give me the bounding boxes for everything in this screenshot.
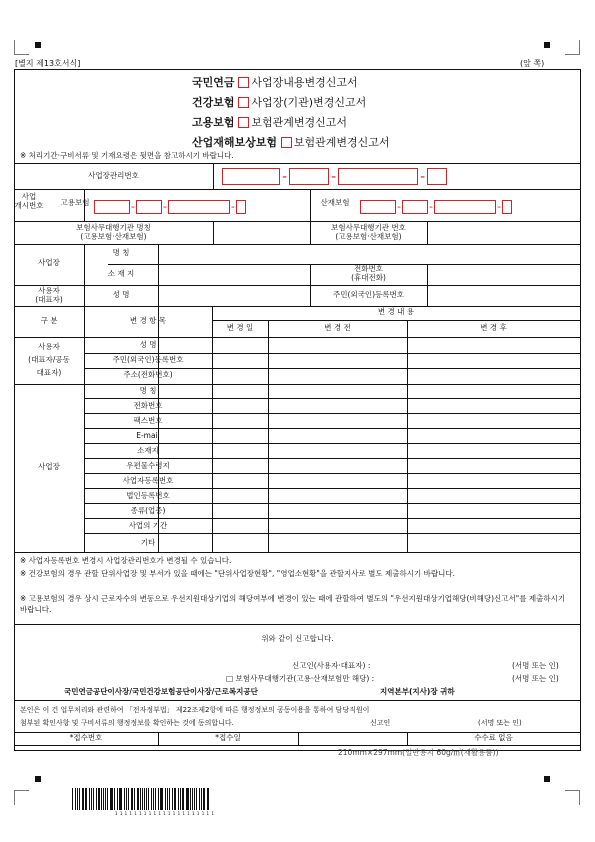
ws-item: 사업자등록번호 bbox=[122, 476, 174, 485]
label-after: 변 경 후 bbox=[480, 323, 507, 332]
label-agency-name bbox=[14, 224, 213, 241]
barcode-bar bbox=[175, 788, 176, 810]
barcode-bar bbox=[96, 788, 97, 810]
ws-item: 명 칭 bbox=[139, 386, 157, 395]
rule bbox=[310, 189, 311, 221]
page-side: (앞 쪽) bbox=[520, 59, 545, 68]
title-insurance: 산업재해보상보험 bbox=[192, 136, 278, 149]
label-person-name: 성 명 bbox=[112, 290, 130, 299]
agency-sign: (서명 또는 인) bbox=[512, 674, 559, 683]
barcode-bar bbox=[114, 788, 115, 810]
label-location: 소 재 지 bbox=[107, 269, 135, 278]
receipt-date: *접수일 bbox=[215, 733, 241, 742]
label-employer-group-line1: 사용자 bbox=[38, 342, 60, 351]
barcode-bar bbox=[151, 788, 152, 810]
receipt-fee: 수수료 없음 bbox=[474, 733, 513, 742]
label-agency-name-line1: 보험사무대행기관 명칭 bbox=[76, 223, 151, 232]
barcode-bar bbox=[192, 788, 193, 810]
barcode-bar bbox=[190, 788, 191, 810]
title-insurance: 고용보험 bbox=[192, 116, 235, 129]
checkbox[interactable] bbox=[281, 137, 292, 148]
barcode-bar bbox=[120, 788, 122, 810]
barcode-bar bbox=[77, 788, 78, 810]
rule bbox=[14, 244, 580, 245]
label-ind-ins: 산재보험 bbox=[320, 198, 350, 207]
title-line-employment bbox=[192, 114, 347, 130]
barcode-digits: 1 1 1 1 1 1 1 1 1 1 1 1 1 1 1 1 1 1 1 1 1 bbox=[115, 811, 215, 816]
label-workplace-group: 사업장 bbox=[38, 462, 60, 471]
label-start-no-line2: 개시번호 bbox=[14, 200, 44, 210]
paper-spec: 210mm×297mm(일반용지 60g/㎡(재활용품)) bbox=[338, 748, 499, 757]
barcode-bar bbox=[155, 788, 156, 810]
title-insurance: 국민연금 bbox=[192, 76, 235, 89]
consent-line1: 본인은 이 건 업무처리와 관련하여 「전자정부법」 제22조제2항에 따른 행정정보의 공동이용을 통하여 담당직원이 bbox=[20, 706, 370, 714]
barcode-bar bbox=[208, 788, 209, 810]
rule bbox=[14, 189, 580, 190]
rule bbox=[14, 337, 580, 338]
barcode-bar bbox=[103, 788, 104, 810]
label-workplace: 사업장 bbox=[38, 258, 60, 267]
barcode-bar bbox=[178, 788, 179, 810]
label-agency-no-line2: (고용보험·산재보험) bbox=[335, 231, 402, 241]
receipt-no: *접수번호 bbox=[69, 733, 103, 742]
registration-mark bbox=[35, 42, 41, 48]
digit-box-group[interactable] bbox=[434, 200, 496, 214]
agency-label: □ 보험사무대행기관(고용·산재보험만 해당) : bbox=[226, 674, 375, 683]
barcode-bar bbox=[167, 788, 168, 810]
digit-box-group[interactable] bbox=[360, 200, 396, 214]
barcode-bar bbox=[82, 788, 84, 810]
biz-mgmt-no-boxes bbox=[222, 166, 447, 185]
barcode-bar bbox=[161, 788, 163, 810]
label-employer-group-line3: 대표자) bbox=[36, 368, 62, 378]
digit-box-group[interactable] bbox=[136, 200, 162, 214]
rule bbox=[14, 285, 580, 286]
note: ※ 건강보험의 경우 관할 단위사업장 및 부서가 있을 때에는 "단위사업장현황", "영업소현황"을 관할지사로 별도 제출하시기 바랍니다. bbox=[20, 569, 455, 578]
label-employer-line2: (대표자) bbox=[35, 294, 63, 304]
note: ※ 고용보험의 경우 상시 근로자수의 변동으로 우선지원대상기업의 해당여부에 변경이 있는 때에 관할하여 별도의 "우선지원대상기업해당(비해당)신고서"를 제출하시기 바랍니다. bbox=[20, 594, 566, 614]
title-form: 사업장(기관)변경신고서 bbox=[251, 96, 367, 109]
rule bbox=[268, 320, 269, 552]
barcode-bar bbox=[85, 788, 86, 810]
label-biz-mgmt-no: 사업장관리번호 bbox=[88, 171, 139, 180]
declaration: 위와 같이 신고합니다. bbox=[261, 634, 334, 643]
barcode-bar bbox=[160, 788, 161, 810]
label-change-date: 변 경 일 bbox=[226, 323, 254, 332]
barcode-bar bbox=[119, 788, 120, 810]
dash: - bbox=[230, 200, 235, 213]
barcode-bar bbox=[131, 788, 132, 810]
barcode-bar bbox=[140, 788, 141, 810]
label-employer bbox=[14, 287, 84, 304]
label-change-item: 변 경 항 목 bbox=[129, 316, 167, 325]
emp-item: 주민(외국인)등록번호 bbox=[112, 355, 184, 364]
barcode bbox=[72, 788, 210, 810]
rule bbox=[407, 320, 408, 552]
barcode-bar bbox=[126, 788, 127, 810]
dash: - bbox=[282, 168, 288, 185]
barcode-bar bbox=[128, 788, 129, 810]
rule bbox=[298, 732, 299, 745]
instruction: ※ 처리기간·구비서류 및 기재요령은 뒷면을 참고하시기 바랍니다. bbox=[20, 151, 234, 160]
checkbox[interactable] bbox=[238, 97, 249, 108]
barcode-bar bbox=[180, 788, 181, 810]
barcode-bar bbox=[169, 788, 170, 810]
barcode-bar bbox=[72, 788, 73, 810]
barcode-bar bbox=[146, 788, 147, 810]
digit-box-group[interactable] bbox=[502, 200, 512, 214]
barcode-bar bbox=[117, 788, 118, 810]
title-line-industrial bbox=[192, 134, 390, 150]
rule bbox=[158, 244, 159, 306]
label-employer-group bbox=[14, 340, 84, 379]
rule bbox=[427, 221, 428, 244]
rule bbox=[427, 264, 428, 306]
crop-mark bbox=[14, 790, 29, 805]
label-phone-line2: (휴대전화) bbox=[351, 272, 386, 282]
barcode-bar bbox=[110, 788, 111, 810]
crop-mark bbox=[565, 40, 580, 55]
barcode-bar bbox=[91, 788, 92, 810]
label-agency-name-line2: (고용보험·산재보험) bbox=[80, 231, 147, 241]
barcode-bar bbox=[86, 788, 87, 810]
label-name: 명 칭 bbox=[112, 248, 130, 257]
ws-item: 사업의 기간 bbox=[128, 521, 168, 530]
barcode-bar bbox=[182, 788, 184, 810]
barcode-bar bbox=[98, 788, 100, 810]
label-agency-no-line1: 보험사무대행기관 번호 bbox=[331, 223, 406, 232]
label-agency-no bbox=[310, 224, 427, 241]
declarant-sign: (서명 또는 인) bbox=[512, 661, 559, 670]
crop-mark bbox=[14, 40, 29, 55]
label-division: 구 분 bbox=[40, 316, 58, 325]
digit-box-group[interactable] bbox=[338, 168, 418, 185]
barcode-bar bbox=[89, 788, 90, 810]
consent-signer: 신고인 bbox=[370, 719, 391, 727]
label-emp-ins: 고용보험 bbox=[60, 198, 90, 207]
barcode-bar bbox=[196, 788, 197, 810]
rule bbox=[213, 163, 214, 189]
barcode-bar bbox=[132, 788, 133, 810]
consent-line2: 첨부된 확인사항 및 구비서류의 행정정보를 확인하는 것에 동의합니다. bbox=[20, 719, 234, 727]
title-form: 보험관계변경신고서 bbox=[293, 136, 390, 149]
checkbox[interactable] bbox=[238, 117, 249, 128]
registration-mark bbox=[544, 776, 550, 782]
declarant-label: 신고인(사용자·대표자) : bbox=[292, 661, 371, 670]
ws-item: 소재지 bbox=[137, 446, 159, 455]
barcode-bar bbox=[186, 788, 187, 810]
registration-mark bbox=[35, 776, 41, 782]
barcode-bar bbox=[93, 788, 94, 810]
label-before: 변 경 전 bbox=[324, 323, 351, 332]
dash: - bbox=[496, 200, 501, 213]
barcode-bar bbox=[201, 788, 202, 810]
rule bbox=[14, 221, 580, 222]
title-line-pension bbox=[192, 74, 358, 90]
barcode-bar bbox=[158, 788, 159, 810]
barcode-bar bbox=[199, 788, 200, 810]
dash: - bbox=[131, 200, 135, 213]
note: ※ 사업자등록번호 변경시 사업장관리번호가 변경될 수 있습니다. bbox=[20, 556, 232, 565]
barcode-bar bbox=[207, 788, 208, 810]
emp-ins-no-boxes bbox=[94, 196, 246, 215]
barcode-bar bbox=[75, 788, 76, 810]
emp-item: 주소(전화번호) bbox=[123, 370, 173, 379]
label-employer-group-line2: (대표자/공동 bbox=[28, 355, 70, 365]
barcode-bar bbox=[194, 788, 195, 810]
barcode-bar bbox=[153, 788, 154, 810]
rule bbox=[14, 384, 580, 385]
ws-item: 전화번호 bbox=[133, 401, 163, 410]
ws-item: 법인등록번호 bbox=[126, 491, 170, 500]
rule bbox=[14, 745, 580, 746]
ws-item: 종류(업종) bbox=[130, 506, 166, 515]
barcode-bar bbox=[79, 788, 80, 810]
label-change-content: 변 경 내 용 bbox=[377, 307, 415, 316]
label-resident-no: 주민(외국인)등록번호 bbox=[332, 290, 405, 299]
rule bbox=[14, 624, 580, 625]
label-employer-line1: 사용자 bbox=[38, 286, 60, 295]
ind-ins-no-boxes bbox=[360, 196, 512, 215]
rule bbox=[14, 306, 580, 307]
digit-box-group[interactable] bbox=[168, 200, 230, 214]
digit-box-group[interactable] bbox=[222, 168, 280, 185]
title-form: 보험관계변경신고서 bbox=[251, 116, 347, 129]
barcode-bar bbox=[134, 788, 135, 810]
ws-item: 팩스번호 bbox=[133, 416, 163, 425]
digit-box-group[interactable] bbox=[94, 200, 130, 214]
label-phone bbox=[310, 265, 427, 282]
title-form: 사업장내용변경신고서 bbox=[251, 76, 358, 89]
crop-mark bbox=[565, 790, 580, 805]
registration-mark bbox=[544, 42, 550, 48]
dash: - bbox=[331, 168, 337, 185]
digit-box-group[interactable] bbox=[289, 168, 329, 185]
label-start-no bbox=[14, 193, 44, 210]
barcode-bar bbox=[107, 788, 108, 810]
addressee-orgs: 국민연금공단이사장/국민건강보험공단이사장/근로복지공단 bbox=[64, 687, 258, 696]
rule bbox=[14, 163, 580, 164]
consent-sign: (서명 또는 인) bbox=[478, 719, 522, 727]
dash: - bbox=[397, 200, 401, 213]
digit-box-group[interactable] bbox=[402, 200, 428, 214]
title-insurance: 건강보험 bbox=[192, 96, 235, 109]
barcode-bar bbox=[165, 788, 166, 810]
barcode-bar bbox=[174, 788, 175, 810]
barcode-bar bbox=[187, 788, 188, 810]
digit-box-group[interactable] bbox=[236, 200, 246, 214]
barcode-bar bbox=[142, 788, 143, 810]
rule bbox=[213, 221, 214, 244]
barcode-bar bbox=[137, 788, 139, 810]
dash: - bbox=[162, 200, 167, 213]
barcode-bar bbox=[172, 788, 173, 810]
ws-item: 기타 bbox=[140, 538, 156, 547]
barcode-bar bbox=[148, 788, 149, 810]
dash: - bbox=[428, 200, 433, 213]
addressee-branch: 지역본부(지사)장 귀하 bbox=[380, 687, 455, 696]
rule bbox=[212, 306, 213, 552]
label-phone-line1: 전화번호 bbox=[354, 264, 383, 273]
emp-item: 성 명 bbox=[139, 340, 157, 349]
form-number: [별지 제13호서식] bbox=[15, 59, 81, 68]
barcode-bar bbox=[144, 788, 145, 810]
barcode-bar bbox=[203, 788, 205, 810]
label-start-no-line1: 사업 bbox=[21, 192, 37, 201]
rule bbox=[14, 700, 580, 701]
digit-box-group[interactable] bbox=[427, 168, 447, 185]
barcode-bar bbox=[111, 788, 112, 810]
ws-item: 우편물수령지 bbox=[126, 461, 170, 470]
barcode-bar bbox=[105, 788, 106, 810]
checkbox[interactable] bbox=[238, 77, 249, 88]
ws-item: E-mail bbox=[136, 431, 160, 440]
barcode-bar bbox=[124, 788, 125, 810]
dash: - bbox=[420, 168, 426, 185]
title-line-health bbox=[192, 94, 366, 110]
rule bbox=[14, 552, 580, 553]
barcode-bar bbox=[101, 788, 102, 810]
